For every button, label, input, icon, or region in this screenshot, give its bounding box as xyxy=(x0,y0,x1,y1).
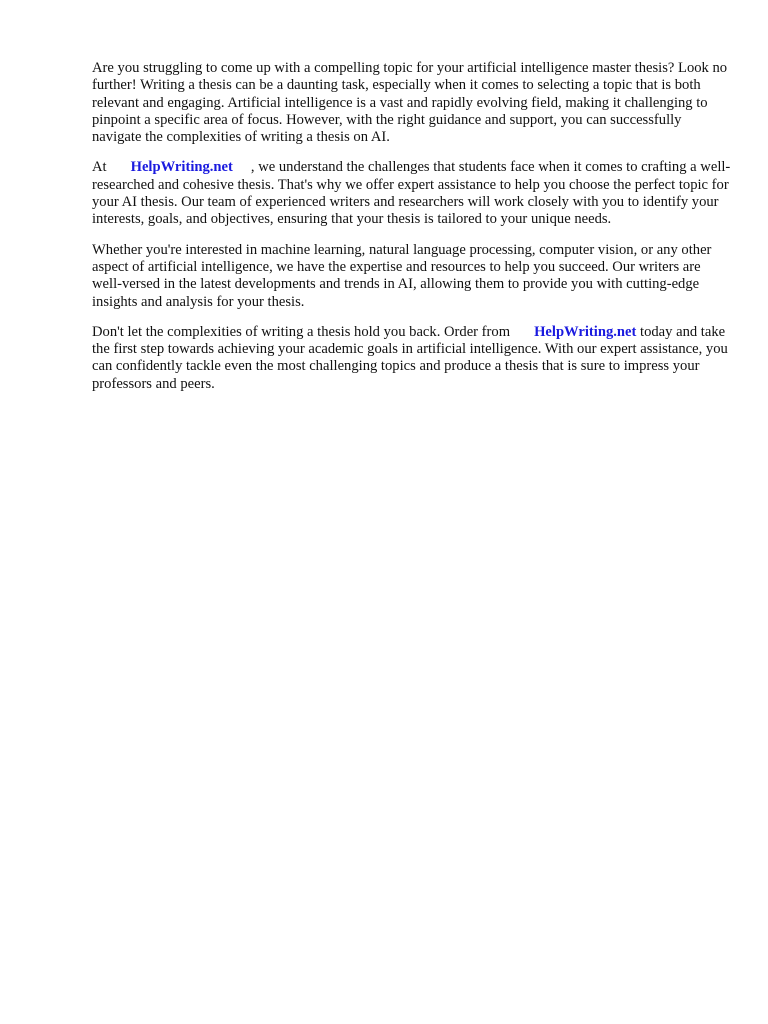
paragraph-cta-lead: Don't let the complexities of writing a thesis hold you back. Order from xyxy=(92,323,511,340)
helpwriting-link-1[interactable]: HelpWriting.net xyxy=(130,159,233,176)
paragraph-about xyxy=(92,159,732,228)
paragraph-expertise-text: Whether you're interested in machine learning, natural language processing, computer vision, or any other aspect of artificial intelligence, we have the expertise and resources to help you succeed. Our writers are well-versed in the latest developments and trends in AI, allowing them to provide you with cutting-edge insights and analysis for your thesis. xyxy=(92,241,712,310)
paragraph-about-text: , we understand the challenges that students face when it comes to crafting a well-researched and cohesive thesis. That's why we offer expert assistance to help you choose the perfect topic for your AI thesis. Our team of experienced writers and researchers will work closely with you to identify your interests, goals, and objectives, ensuring that your thesis is tailored to your unique needs. xyxy=(92,159,731,228)
helpwriting-link-2[interactable]: HelpWriting.net xyxy=(534,323,637,340)
paragraph-cta-text: today and take the first step towards achieving your academic goals in artificial intelligence. With our expert assistance, you can confidently tackle even the most challenging topics and produce a thesis that is sure to impress your professors and peers. xyxy=(92,323,728,392)
paragraph-intro-text: Are you struggling to come up with a compelling topic for your artificial intelligence master thesis? Look no further! Writing a thesis can be a daunting task, especially when it comes to selecting a topic that is both relevant and engaging. Artificial intelligence is a vast and rapidly evolving field, making it challenging to pinpoint a specific area of focus. However, with the right guidance and support, you can successfully navigate the complexities of writing a thesis on AI. xyxy=(92,60,728,146)
paragraph-intro xyxy=(92,60,732,146)
paragraph-call-to-action xyxy=(92,324,732,393)
document-body xyxy=(92,60,732,406)
paragraph-about-lead: At xyxy=(92,159,107,176)
paragraph-expertise xyxy=(92,242,732,311)
